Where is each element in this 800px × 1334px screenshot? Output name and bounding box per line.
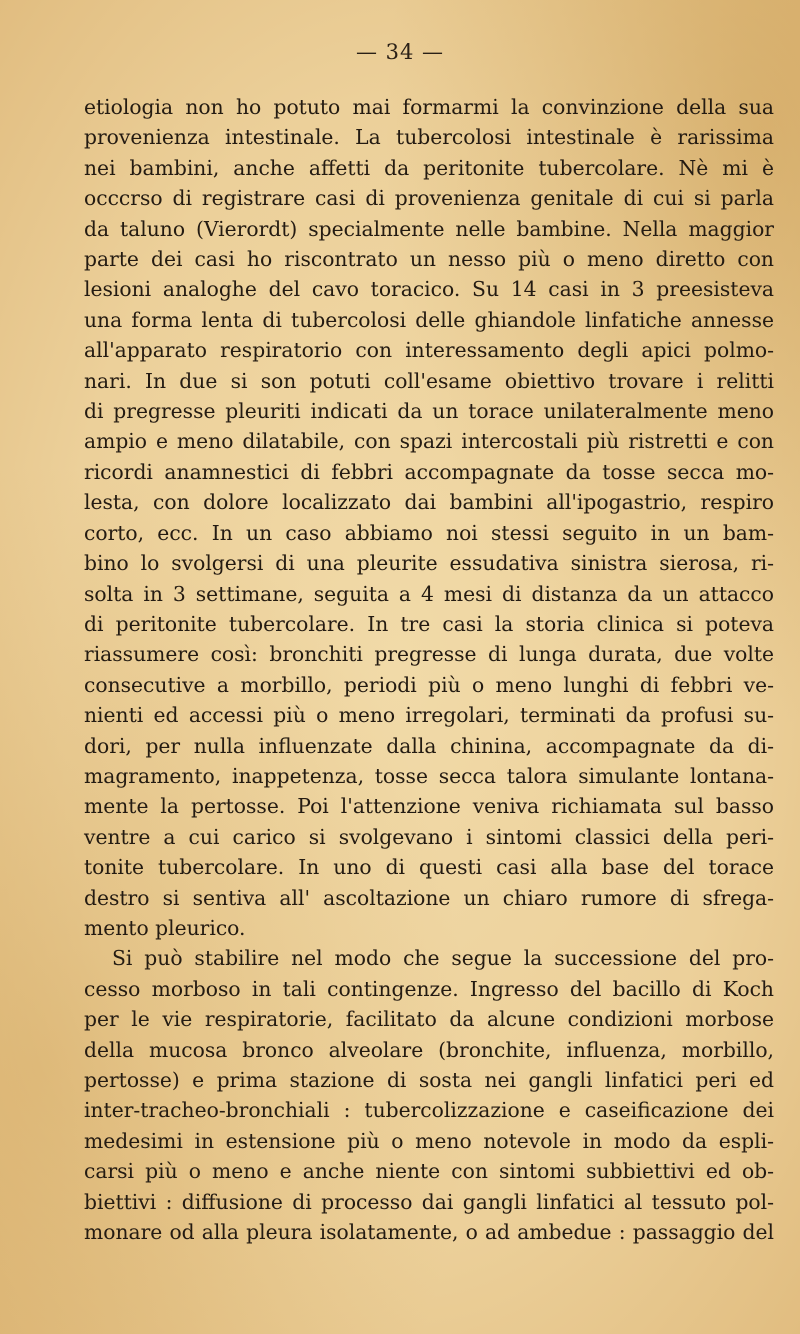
- text-line: all'apparato respiratorio con interessamento degli apici polmo-: [84, 338, 774, 363]
- text-line: medesimi in estensione più o meno notevole in modo da espli-: [84, 1128, 774, 1153]
- text-line: monare od alla pleura isolatamente, o ad ambedue : passaggio del: [84, 1220, 774, 1245]
- text-line: parte dei casi ho riscontrato un nesso più o meno diretto con: [84, 247, 774, 272]
- text-line: dori, per nulla influenzate dalla chinina, accompagnate da di-: [84, 733, 774, 758]
- text-line: di pregresse pleuriti indicati da un torace unilateralmente meno: [84, 399, 774, 424]
- text-line: della mucosa bronco alveolare (bronchite, influenza, morbillo,: [84, 1037, 774, 1062]
- page-number: — 34 —: [355, 40, 445, 64]
- text-line: di peritonite tubercolare. In tre casi la storia clinica si poteva: [84, 611, 774, 636]
- text-line: da taluno (Vierordt) specialmente nelle bambine. Nella maggior: [84, 216, 774, 241]
- body-text: [84, 92, 774, 1247]
- text-line: per le vie respiratorie, facilitato da alcune condizioni morbose: [84, 1007, 774, 1032]
- text-line: lesioni analoghe del cavo toracico. Su 14 casi in 3 preesisteva: [84, 277, 774, 302]
- text-line: carsi più o meno e anche niente con sintomi subbiettivi ed ob-: [84, 1159, 774, 1184]
- text-line: bino lo svolgersi di una pleurite essudativa sinistra sierosa, ri-: [84, 551, 774, 576]
- text-line: solta in 3 settimane, seguita a 4 mesi di distanza da un attacco: [84, 581, 774, 606]
- text-line: nienti ed accessi più o meno irregolari, terminati da profusi su-: [84, 703, 774, 728]
- text-line: una forma lenta di tubercolosi delle ghiandole linfatiche annesse: [84, 307, 774, 332]
- text-line: magramento, inappetenza, tosse secca talora simulante lontana-: [84, 763, 774, 788]
- text-line: pertosse) e prima stazione di sosta nei gangli linfatici peri ed: [84, 1068, 774, 1092]
- text-line: cesso morboso in tali contingenze. Ingresso del bacillo di Koch: [84, 976, 774, 1001]
- text-line: ampio e meno dilatabile, con spazi intercostali più ristretti e con: [84, 429, 774, 454]
- text-line: biettivi : diffusione di processo dai gangli linfatici al tessuto pol-: [84, 1189, 774, 1214]
- text-line: etiologia non ho potuto mai formarmi la convinzione della sua: [84, 95, 774, 119]
- text-line: riassumere così: bronchiti pregresse di lunga durata, due volte: [84, 642, 774, 667]
- text-line: inter-tracheo-bronchiali : tubercolizzazione e caseificazione dei: [84, 1098, 774, 1123]
- text-line: ventre a cui carico si svolgevano i sintomi classici della peri-: [84, 824, 774, 849]
- text-line: occcrso di registrare casi di provenienza genitale di cui si parla: [84, 186, 774, 211]
- text-line: Si può stabilire nel modo che segue la successione del pro-: [112, 946, 774, 971]
- text-line: mente la pertosse. Poi l'attenzione veniva richiamata sul basso: [84, 794, 774, 819]
- text-line: destro si sentiva all' ascoltazione un chiaro rumore di sfrega-: [84, 885, 774, 910]
- text-line: mento pleurico.: [84, 915, 246, 940]
- text-line: nei bambini, anche affetti da peritonite tubercolare. Nè mi è: [84, 155, 774, 180]
- text-line: nari. In due si son potuti coll'esame obiettivo trovare i relitti: [84, 368, 774, 393]
- text-line: consecutive a morbillo, periodi più o meno lunghi di febbri ve-: [84, 672, 774, 697]
- text-line: provenienza intestinale. La tubercolosi intestinale è rarissima: [84, 125, 774, 150]
- text-line: tonite tubercolare. In uno di questi casi alla base del torace: [84, 855, 774, 880]
- text-line: lesta, con dolore localizzato dai bambini all'ipogastrio, respiro: [84, 490, 774, 515]
- text-line: ricordi anamnestici di febbri accompagnate da tosse secca mo-: [84, 459, 774, 484]
- text-line: corto, ecc. In un caso abbiamo noi stessi seguito in un bam-: [84, 520, 774, 545]
